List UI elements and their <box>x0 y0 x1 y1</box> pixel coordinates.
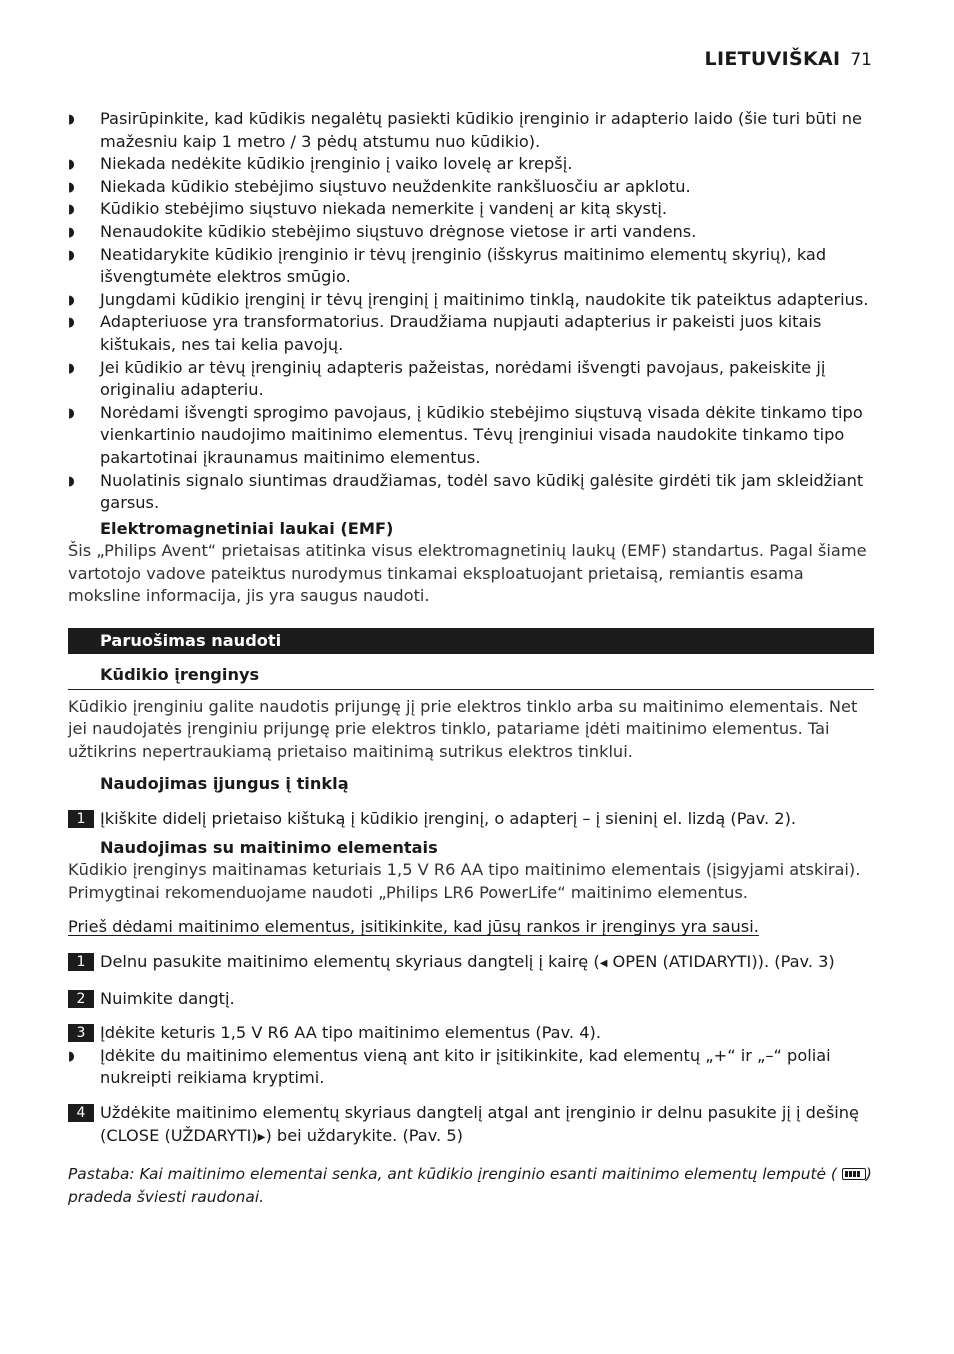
list-item: ◗ Jungdami kūdikio įrenginį ir tėvų įrenginį į maitinimo tinklą, naudokite tik pateiktus adapterius. <box>68 289 874 312</box>
list-item: ◗ Nenaudokite kūdikio stebėjimo siųstuvo drėgnose vietose ir arti vandens. <box>68 221 874 244</box>
language-label: LIETUVIŠKAI <box>704 48 841 70</box>
section-band-preparing: Paruošimas naudoti <box>68 628 874 654</box>
close-arrow-icon: ▶ <box>257 1131 266 1143</box>
list-item: ◗ Adapteriuose yra transformatorius. Draudžiama nupjauti adapterius ir pakeisti juos kitais kištukais, nes tai kelia pavojų. <box>68 312 822 354</box>
battery-icon <box>842 1168 866 1180</box>
batteries-paragraph: Kūdikio įrenginys maitinamas keturiais 1,5 V R6 AA tipo maitinimo elementais (įsigyjami atskirai). Primygtinai rekomenduojame naudoti „Philips LR6 PowerLife“ maitinimo elementus. <box>68 860 861 902</box>
list-item: ◗ Nuolatinis signalo siuntimas draudžiamas, todėl savo kūdikį galėsite girdėti tik jam skleidžiant garsus. <box>68 470 864 513</box>
bullet-marker: ◗ <box>68 247 75 263</box>
bullet-marker: ◗ <box>68 179 75 195</box>
step-item: 3 Įdėkite keturis 1,5 V R6 AA tipo maitinimo elementus (Pav. 4). <box>68 1022 874 1045</box>
batteries-heading: Naudojimas su maitinimo elementais <box>100 837 438 857</box>
bullet-marker: ◗ <box>68 473 75 489</box>
page-content <box>68 108 874 1208</box>
bullet-marker: ◗ <box>68 360 75 376</box>
open-arrow-icon: ◀ <box>599 958 608 969</box>
step-number: 2 <box>68 990 94 1008</box>
baby-unit-heading: Kūdikio įrenginys <box>68 664 874 690</box>
batteries-warning: Prieš dėdami maitinimo elementus, įsitikinkite, kad jūsų rankos ir įrenginys yra sausi. <box>68 917 759 937</box>
step-number: 3 <box>68 1024 94 1042</box>
step-number: 4 <box>68 1104 94 1122</box>
bullet-marker: ◗ <box>68 1048 75 1064</box>
list-item: ◗ Jei kūdikio ar tėvų įrenginių adapteris pažeistas, norėdami išvengti pavojaus, pakeiskite jį originaliu adapteriu. <box>68 357 826 400</box>
page-number: 71 <box>850 50 872 70</box>
bullet-marker: ◗ <box>68 112 75 127</box>
list-item: ◗ Įdėkite du maitinimo elementus vieną ant kito ir įsitikinkite, kad elementų „+“ ir „–“ poliai nukreipti reikiama kryptimi. <box>68 1045 831 1088</box>
list-item: ◗ Kūdikio stebėjimo siųstuvo niekada nemerkite į vandenį ar kitą skystį. <box>68 198 874 221</box>
safety-bullet-list <box>68 108 874 515</box>
list-item: ◗ Niekada nedėkite kūdikio įrenginio į vaiko lovelę ar krepšį. <box>68 153 874 176</box>
list-item: ◗ Pasirūpinkite, kad kūdikis negalėtų pasiekti kūdikio įrenginio ir adapterio laido (šie turi būti ne mažesniu kaip 1 metro / 3 pėdų atstumu nuo kūdikio). <box>68 109 863 151</box>
step-item: 1 Įkiškite didelį prietaiso kištuką į kūdikio įrenginį, o adapterį – į sieninį el. lizdą (Pav. 2). <box>68 808 874 831</box>
page-header <box>705 48 872 70</box>
step-item: 1 Delnu pasukite maitinimo elementų skyriaus dangtelį į kairę (◀ OPEN (ATIDARYTI)). (Pav. 3) <box>68 951 874 976</box>
battery-note: Pastaba: Kai maitinimo elementai senka, ant kūdikio įrenginio esanti maitinimo elementų lemputė ( ) pradeda šviesti raudonai. <box>68 1165 872 1206</box>
emf-heading: Elektromagnetiniai laukai (EMF) <box>100 518 394 538</box>
step-number: 1 <box>68 953 94 971</box>
list-item: ◗ Niekada kūdikio stebėjimo siųstuvo neuždenkite rankšluosčiu ar apklotu. <box>68 176 874 199</box>
list-item: ◗ Norėdami išvengti sprogimo pavojaus, į kūdikio stebėjimo siųstuvą visada dėkite tinkamo tipo vienkartinio naudojimo maitinimo elementus. Tėvų įrenginiui visada naudokite tinkamo tipo pakartotinai įkraunamus maitinimo elementus. <box>68 402 863 467</box>
bullet-marker: ◗ <box>68 315 75 331</box>
step-item: 2 Nuimkite dangtį. <box>68 988 874 1011</box>
mains-heading: Naudojimas įjungus į tinklą <box>100 774 349 794</box>
bullet-marker: ◗ <box>68 224 75 240</box>
step-item: 4 Uždėkite maitinimo elementų skyriaus dangtelį atgal ant įrenginio ir delnu pasukite jį į dešinę (CLOSE (UŽDARYTI)▶) bei uždarykite. (Pav. 5) <box>68 1102 874 1149</box>
bullet-marker: ◗ <box>68 157 75 173</box>
list-item: ◗ Neatidarykite kūdikio įrenginio ir tėvų įrenginio (išskyrus maitinimo elementų skyrių), kad išvengtumėte elektros smūgio. <box>68 244 827 287</box>
emf-paragraph: Šis „Philips Avent“ prietaisas atitinka visus elektromagnetinių laukų (EMF) standartus. Pagal šiame vartotojo vadove pateiktus nurodymus tinkamai eksploatuojant prietaisą, remiantis esama moksline informacija, jis yra saugus naudoti. <box>68 541 867 606</box>
step-number: 1 <box>68 810 94 828</box>
baby-unit-paragraph: Kūdikio įrenginiu galite naudotis prijungę jį prie elektros tinklo arba su maitinimo elementais. Net jei naudojatės įrenginiu prijungę prie elektros tinklo, patariame įdėti maitinimo elementus. Tai užtikrins nepertraukiamą prietaiso maitinimą sutrikus elektros tinklui. <box>68 696 858 761</box>
bullet-marker: ◗ <box>68 202 75 218</box>
bullet-marker: ◗ <box>68 292 75 308</box>
bullet-marker: ◗ <box>68 405 75 421</box>
